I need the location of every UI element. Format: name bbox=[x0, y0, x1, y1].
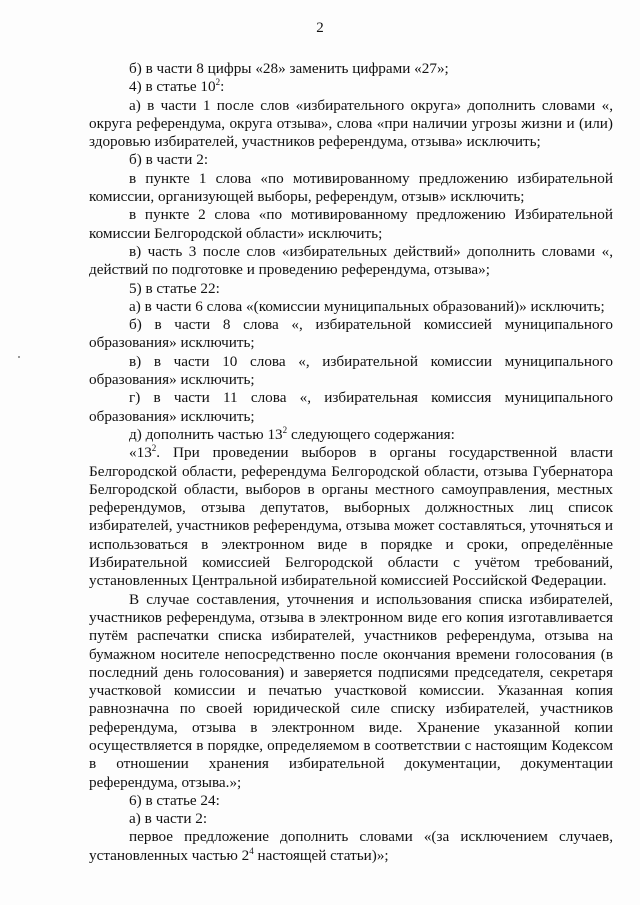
paragraph: «$13^2$. При проведении выборов в органы государственной власти Белгородской области, референдума Белгородской области, отзыва Губернатора Белгородской области, выборов в органы местного самоуправления, местных референдумов, отзыва депутатов, выборных должностных лиц список избирателей, участников референдума, отзыва может составляться, уточняться и использоваться в электронном виде в порядке и сроки, определённые Избирательной комиссией Белгородской области с учётом требований, установленных Центральной избирательной комиссией Российской Федерации. bbox=[89, 443, 613, 590]
paragraph: 6) в статье 24: bbox=[129, 791, 220, 809]
superscript: 2 bbox=[215, 77, 221, 88]
paragraph: а) в части 2: bbox=[129, 810, 208, 828]
paragraph: в пункте 2 слова «по мотивированному предложению Избирательной комиссии Белгородской области» исключить; bbox=[89, 206, 613, 242]
document-body bbox=[89, 60, 613, 865]
paragraph: б) в части 8 цифры «28» заменить цифрами «27»; bbox=[129, 60, 449, 77]
paragraph: б) в части 2: bbox=[129, 151, 209, 169]
paragraph: 4) в статье $10^2$: bbox=[129, 77, 225, 96]
page-number: 2 bbox=[316, 20, 324, 36]
paragraph: а) в части 6 слова «(комиссии муниципальных образований)» исключить; bbox=[129, 297, 605, 315]
paragraph: первое предложение дополнить словами «(за исключением случаев, установленных частью $2^4$ настоящей статьи)»; bbox=[89, 828, 613, 864]
superscript: 4 bbox=[249, 845, 254, 856]
superscript: 2 bbox=[282, 424, 288, 435]
margin-mark bbox=[18, 356, 20, 358]
paragraph: В случае составления, уточнения и использования списка избирателей, участников референдума, отзыва в электронном виде его копия изготавливается путём распечатки списка избирателей, участников референдума, отзыва на бумажном носителе непосредственно после окончания времени голосования (в последний день голосования) и заверяется подписями председателя, секретаря участковой комиссии и печатью участковой комиссии. Указанная копия равнозначна по своей юридической силе списку избирателей, участников референдума, отзыва в электронном виде. Хранение указанной копии осуществляется в порядке, определяемом в соответствии с настоящим Кодексом в отношении хранения избирательной документации, документации референдума, отзыва.»; bbox=[89, 590, 613, 791]
paragraph: г) в части 11 слова «, избирательная комиссия муниципального образования» исключить; bbox=[89, 389, 613, 425]
paragraph: д) дополнить частью $13^2$ следующего содержания: bbox=[129, 424, 455, 443]
paragraph: б) в части 8 слова «, избирательной комиссией муниципального образования» исключить; bbox=[89, 316, 613, 352]
superscript: 2 bbox=[151, 443, 157, 454]
paragraph: 5) в статье 22: bbox=[129, 279, 220, 297]
paragraph: а) в части 1 после слов «избирательного округа» дополнить словами «, округа референдума, округа отзыва», слова «при наличии угрозы жизни и (или) здоровью избирателей, участников референдума, отзыва» исключить; bbox=[89, 96, 613, 151]
paragraph: в) часть 3 после слов «избирательных действий» дополнить словами «, действий по подготовке и проведению референдума, отзыва»; bbox=[89, 242, 613, 279]
paragraph: в пункте 1 слова «по мотивированному предложению избирательной комиссии, организующей выборы, референдум, отзыв» исключить; bbox=[89, 169, 613, 206]
paragraph: в) в части 10 слова «, избирательной комиссии муниципального образования» исключить; bbox=[89, 352, 613, 389]
